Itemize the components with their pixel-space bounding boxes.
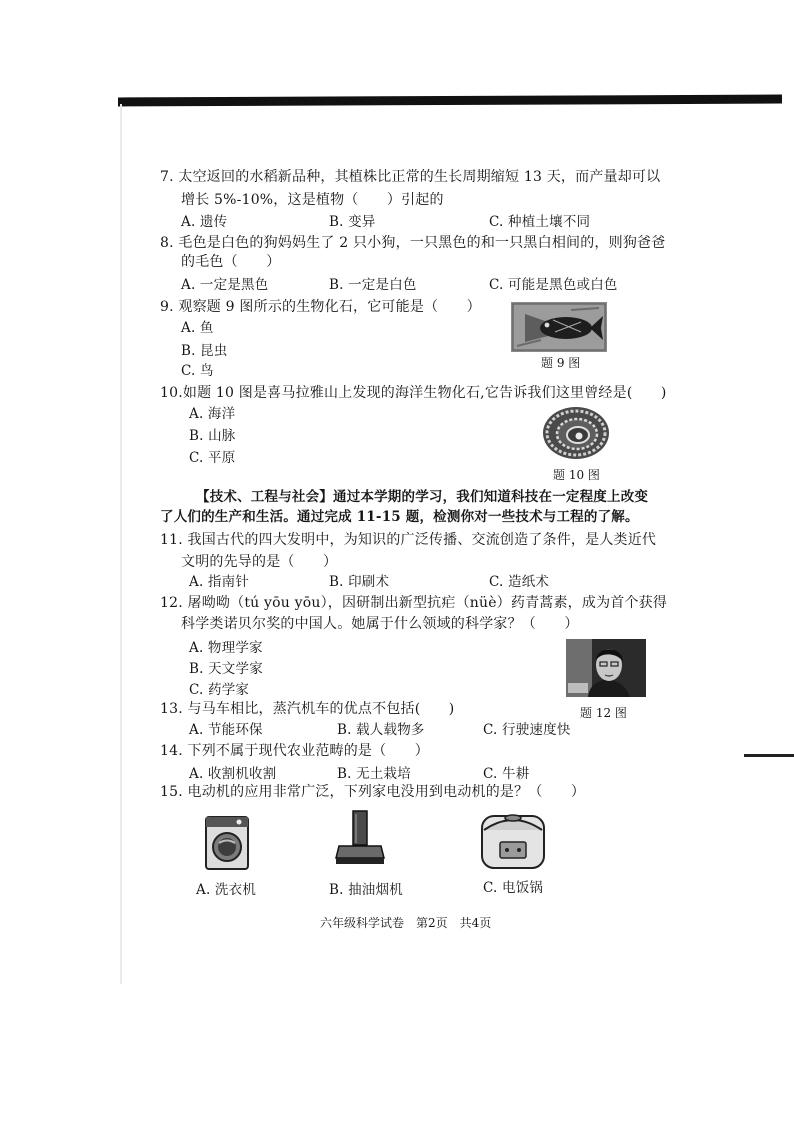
q9-caption: 题 9 图 <box>541 356 581 370</box>
q11-option-b[interactable]: B. 印刷术 <box>329 574 390 590</box>
q12-option-c[interactable]: C. 药学家 <box>189 682 250 698</box>
q10-option-a[interactable]: A. 海洋 <box>189 406 236 422</box>
q10-option-b[interactable]: B. 山脉 <box>189 428 236 444</box>
q8-option-a[interactable]: A. 一定是黑色 <box>181 277 269 293</box>
q10-caption: 题 10 图 <box>553 468 600 482</box>
scan-right-mark <box>744 754 794 757</box>
range-hood-icon <box>335 810 385 870</box>
q12-option-a[interactable]: A. 物理学家 <box>189 640 263 656</box>
q11-line2: 文明的先导的是（ ） <box>181 554 338 570</box>
q9-option-a[interactable]: A. 鱼 <box>181 320 214 336</box>
section-heading-line1: 【技术、工程与社会】通过本学期的学习，我们知道科技在一定程度上改变 <box>196 489 649 505</box>
scan-left-edge <box>120 104 122 984</box>
q8-option-b[interactable]: B. 一定是白色 <box>329 277 417 293</box>
q7-option-a[interactable]: A. 遗传 <box>181 214 228 230</box>
q14-option-c[interactable]: C. 牛耕 <box>483 766 530 782</box>
q13-option-a[interactable]: A. 节能环保 <box>189 722 263 738</box>
scan-top-edge <box>118 95 782 107</box>
q9-option-b[interactable]: B. 昆虫 <box>181 343 228 359</box>
ammonite-fossil-icon <box>540 403 612 465</box>
q8-line1: 8. 毛色是白色的狗妈妈生了 2 只小狗，一只黑色的和一只黑白相间的，则狗爸爸 <box>160 235 666 251</box>
rice-cooker-icon <box>478 806 548 876</box>
washing-machine-icon <box>205 816 249 874</box>
q8-option-c[interactable]: C. 可能是黑色或白色 <box>489 277 618 293</box>
q10-option-c[interactable]: C. 平原 <box>189 450 236 466</box>
q13-option-b[interactable]: B. 载人载物多 <box>337 722 425 738</box>
q13-option-c[interactable]: C. 行驶速度快 <box>483 722 571 738</box>
q7-line2: 增长 5%-10%，这是植物（ ）引起的 <box>181 192 444 208</box>
q14-option-b[interactable]: B. 无土栽培 <box>337 766 411 782</box>
page-footer: 六年级科学试卷 第2页 共4页 <box>320 916 492 930</box>
q15-line1: 15. 电动机的应用非常广泛，下列家电没用到电动机的是？（ ） <box>160 784 586 800</box>
q9-option-c[interactable]: C. 鸟 <box>181 363 214 379</box>
section-heading-line2: 了人们的生产和生活。通过完成 11-15 题，检测你对一些技术与工程的了解。 <box>160 509 639 525</box>
q12-line1: 12. 屠呦呦（tú yōu yōu），因研制出新型抗疟（nüè）药青蒿素，成为首个获得 <box>160 595 668 611</box>
q11-line1: 11. 我国古代的四大发明中，为知识的广泛传播、交流创造了条件，是人类近代 <box>160 532 657 548</box>
q15-option-c[interactable]: C. 电饭锅 <box>483 880 544 896</box>
q14-option-a[interactable]: A. 收割机收割 <box>189 766 277 782</box>
portrait-photo-icon <box>566 639 646 701</box>
q13-line1: 13. 与马车相比，蒸汽机车的优点不包括( ) <box>160 701 455 717</box>
q7-line1: 7. 太空返回的水稻新品种，其植株比正常的生长周期缩短 13 天，而产量却可以 <box>160 169 661 185</box>
fish-fossil-icon <box>511 302 607 356</box>
q14-line1: 14. 下列不属于现代农业范畴的是（ ） <box>160 743 429 759</box>
q11-option-a[interactable]: A. 指南针 <box>189 574 250 590</box>
q7-option-b[interactable]: B. 变异 <box>329 214 376 230</box>
q7-option-c[interactable]: C. 种植土壤不同 <box>489 214 591 230</box>
q8-line2: 的毛色（ ） <box>181 254 281 270</box>
q15-option-a[interactable]: A. 洗衣机 <box>196 882 257 898</box>
q12-option-b[interactable]: B. 天文学家 <box>189 661 263 677</box>
q12-caption: 题 12 图 <box>580 706 627 720</box>
q15-option-b[interactable]: B. 抽油烟机 <box>329 882 403 898</box>
q10-line1: 10.如题 10 图是喜马拉雅山上发现的海洋生物化石,它告诉我们这里曾经是( ) <box>160 385 667 401</box>
q9-line1: 9. 观察题 9 图所示的生物化石，它可能是（ ） <box>160 299 481 315</box>
q12-line2: 科学类诺贝尔奖的中国人。她属于什么领域的科学家？（ ） <box>181 616 579 632</box>
q11-option-c[interactable]: C. 造纸术 <box>489 574 550 590</box>
